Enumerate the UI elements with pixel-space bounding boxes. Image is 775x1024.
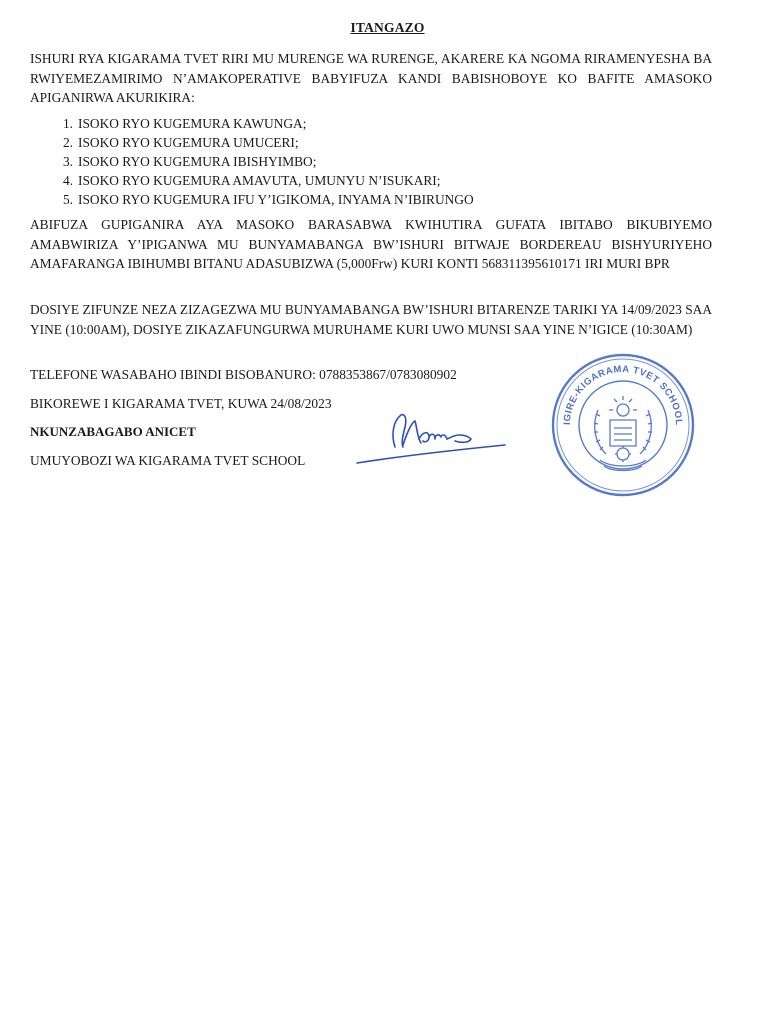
phone-line: TELEFONE WASABAHO IBINDI BISOBANURO: 0788353867/0783080902 [30,367,457,382]
list-item: 3. ISOKO RYO KUGEMURA IBISHYIMBO; [62,154,317,169]
handwritten-signature [355,405,515,467]
notice-title: ITANGAZO [350,20,425,35]
intro-paragraph: ISHURI RYA KIGARAMA TVET RIRI MU MURENGE WA RURENGE, AKARERE KA NGOMA RIRAMENYESHA BA RWIYEMEZAMIRIMO N’AMAKOPERATIVE BABYIFUZA KANDI BABISHOBOYE KO BAFITE AMASOKO APIGANIRWA AKURIKIRA: [30,51,712,105]
stamp-ring-text: IGIRE-KIGARAMA TVET SCHOOL [561,363,685,426]
instructions-paragraph: ABIFUZA GUPIGANIRA AYA MASOKO BARASABWA KWIHUTIRA GUFATA IBITABO BIKUBIYEMO AMABWIRIZA Y’IPIGANWA MU BUNYAMABANGA BW’ISHURI BITWAJE BORDEREAU BISHYURIYEHO AMAFARANGA IBIHUMBI BITANU ADASUBIZWA (5,000Frw) KURI KONTI 568311395610171 IRI MURI BPR [30,217,712,271]
list-item: 2. ISOKO RYO KUGEMURA UMUCERI; [62,135,299,150]
list-item: 4. ISOKO RYO KUGEMURA AMAVUTA, UMUNYU N’ISUKARI; [62,173,441,188]
date-line: BIKOREWE I KIGARAMA TVET, KUWA 24/08/2023 [30,396,332,411]
school-stamp [548,350,698,500]
signer-name: NKUNZABAGABO ANICET [30,424,196,439]
signer-role: UMUYOBOZI WA KIGARAMA TVET SCHOOL [30,453,306,468]
list-item: 5. ISOKO RYO KUGEMURA IFU Y’IGIKOMA, INYAMA N’IBIRUNGO [62,192,474,207]
tender-list [30,114,474,209]
emblem-icon [594,396,652,471]
deadline-paragraph: DOSIYE ZIFUNZE NEZA ZIZAGEZWA MU BUNYAMABANGA BW’ISHURI BITARENZE TARIKI YA 14/09/2023 SAA YINE (10:00AM), DOSIYE ZIKAZAFUNGURWA MURUHAME KURI UWO MUNSI SAA YINE N’IGICE (10:30AM) [30,302,712,337]
list-item: 1. ISOKO RYO KUGEMURA KAWUNGA; [62,116,307,131]
